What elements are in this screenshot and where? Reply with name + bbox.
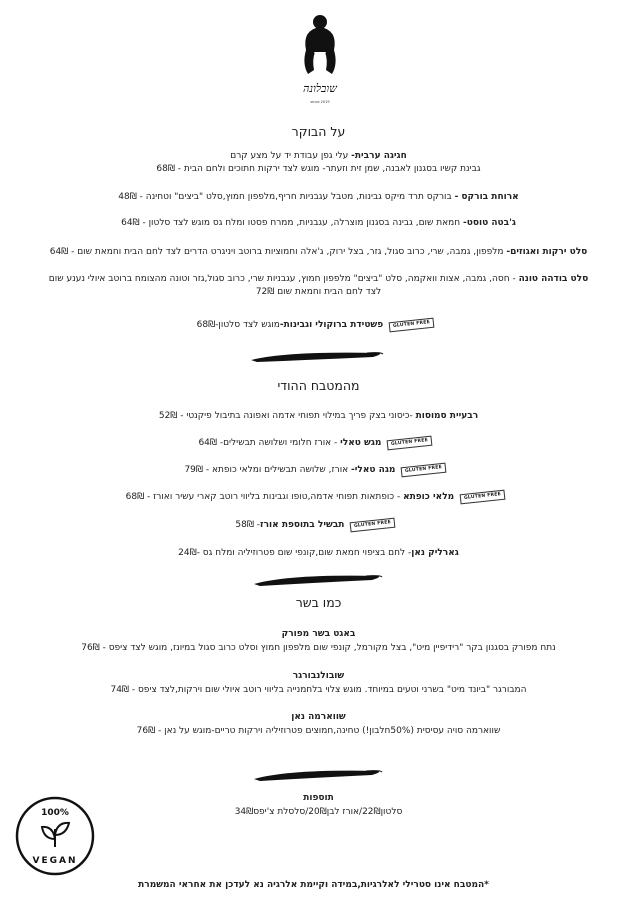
item-mega-thali: GLUTEN FREEמגה טאלי- אורז, שלושה תבשילים ומלאי כופתא - 79₪ <box>0 464 637 477</box>
divider-swoosh-icon <box>250 570 385 588</box>
logo-text: שובלונה <box>303 82 337 95</box>
item-burekas: ארוחת בורקס - בורקס תרד מיקס גבינות, מטבל עגבניות חריף,מלפפון חמוץ,סלט "ביצים" וטחינה - 48₪ <box>118 192 519 202</box>
item-arab-line2: גבינת קשיו בסגנון לאבנה, שמן זית וזעתר- מוגש לצד ירקות חתוכים ולחם הבית - 68₪ <box>156 164 481 174</box>
extras-title: תוספות <box>303 793 334 803</box>
item-stew: GLUTEN FREEתבשיל בתוספת אורז- 58₪ <box>0 519 637 532</box>
item-toast: ג'בטה טוסט- חמאת שום, גבינה בסגנון מוצרלה, עגבניות, ממרח פסטו ומלח גס מוגש לצד סלטון - 64₪ <box>121 218 516 228</box>
item-thali: GLUTEN FREEמגש טאלי - אורז חלומי ושלושה תבשילים- 64₪ <box>0 437 637 450</box>
item-samosa: רבעיית סמוסות -כיסוני בצק פריך במילוי תפוחי אדמה ואפונה בתיבול פיקנטי - 52₪ <box>158 411 479 421</box>
extras-desc: סלטון22₪/אורז לבן20₪/סלסלת צ'יפס34₪ <box>234 807 403 817</box>
section-title-breakfast: על הבוקר <box>291 124 346 139</box>
section-title-meat: כמו בשר <box>295 595 342 610</box>
item-tuna-line2: לצד לחם הבית וחמאת שום 72₪ <box>255 287 382 297</box>
vegan-label: VEGAN <box>32 856 78 866</box>
item-shawarma-desc: שווארמה סויה עסיסית (50%חלבון!) טחינה,חמוצים פטרוזיליה וירקות טריים-מוגש על נאן - 76₪ <box>136 726 501 736</box>
gluten-free-badge: GLUTEN FREE <box>401 462 447 477</box>
logo-subtext: since 2019 <box>310 100 330 104</box>
item-salad: סלט ירקות ואגוזים- מלפפון, גמבה, שרי, כרוב סגול, גזר, בצל ירוק, ג'אלה וחמוציות ברוטב ויניגרט הדרים לצד לחם הבית וחמאת שום - 64₪ <box>49 247 588 257</box>
gluten-free-badge: GLUTEN FREE <box>389 317 435 332</box>
item-naan: גארליק נאן- לחם בציפוי חמאת שום,קונפי שום פטרוזיליה ומלח גס -24₪ <box>178 548 459 558</box>
vegan-percent: 100% <box>41 808 69 818</box>
divider-swoosh-icon <box>250 765 385 783</box>
item-kofta: GLUTEN FREEמלאי כופתא - כופתאות תפוחי אדמה,טופו וגבינות בליווי רוטב קארי עשיר ואורז - 68₪ <box>0 491 637 504</box>
item-baguette-name: באגט בשר מפורק <box>281 629 356 639</box>
divider-swoosh-icon <box>247 348 387 364</box>
item-tuna-line1: סלט בודהה טונה - חסה, גמבה, אצות וואקמה, סלט "ביצים" מלפפון חמוץ, עגבניות שרי, כרוב סגול,גזר וטונה מהצומח ברוטב איולי נענע שום <box>48 274 589 284</box>
gluten-free-badge: GLUTEN FREE <box>387 435 433 450</box>
item-arab-line1: חגיגה ערבית- עלי גפן עבודת יד על מצע קרם <box>230 151 407 161</box>
section-title-indian: מהמטבח ההודי <box>277 378 360 393</box>
gluten-free-badge: GLUTEN FREE <box>460 489 506 504</box>
item-baguette-desc: נתח מפורק בסגנון בקר "רידיפיין מיט", בצל מקורמל, קונפי שום מלפפון חמוץ וסלט כרוב סגול במיונז, מוגש לצד ציפס - 76₪ <box>81 643 556 653</box>
gluten-free-badge: GLUTEN FREE <box>350 517 396 532</box>
vegan-badge-icon <box>14 795 96 877</box>
item-shawarma-name: שווארמה נאן <box>291 712 346 722</box>
item-burger-desc: המבורגר "ביונד מיט" בשרני וטעים במיוחד. מוגש צלוי בלחמנייה בליווי רוטב איולי שום וירקות,לצד ציפס - 74₪ <box>110 685 527 695</box>
item-pashtida: GLUTEN FREEפשטידת ברוקולי וגבינות-מוגש לצד סלטון-68₪ <box>0 319 637 332</box>
allergy-note: *המטבח אינו סטרילי לאלרגיות,במידה וקיימת אלרגיה נא לעדכן את אחראי המשמרת <box>138 880 489 890</box>
logo-icon <box>292 12 348 107</box>
item-burger-name: שובולנבורגר <box>292 671 345 681</box>
